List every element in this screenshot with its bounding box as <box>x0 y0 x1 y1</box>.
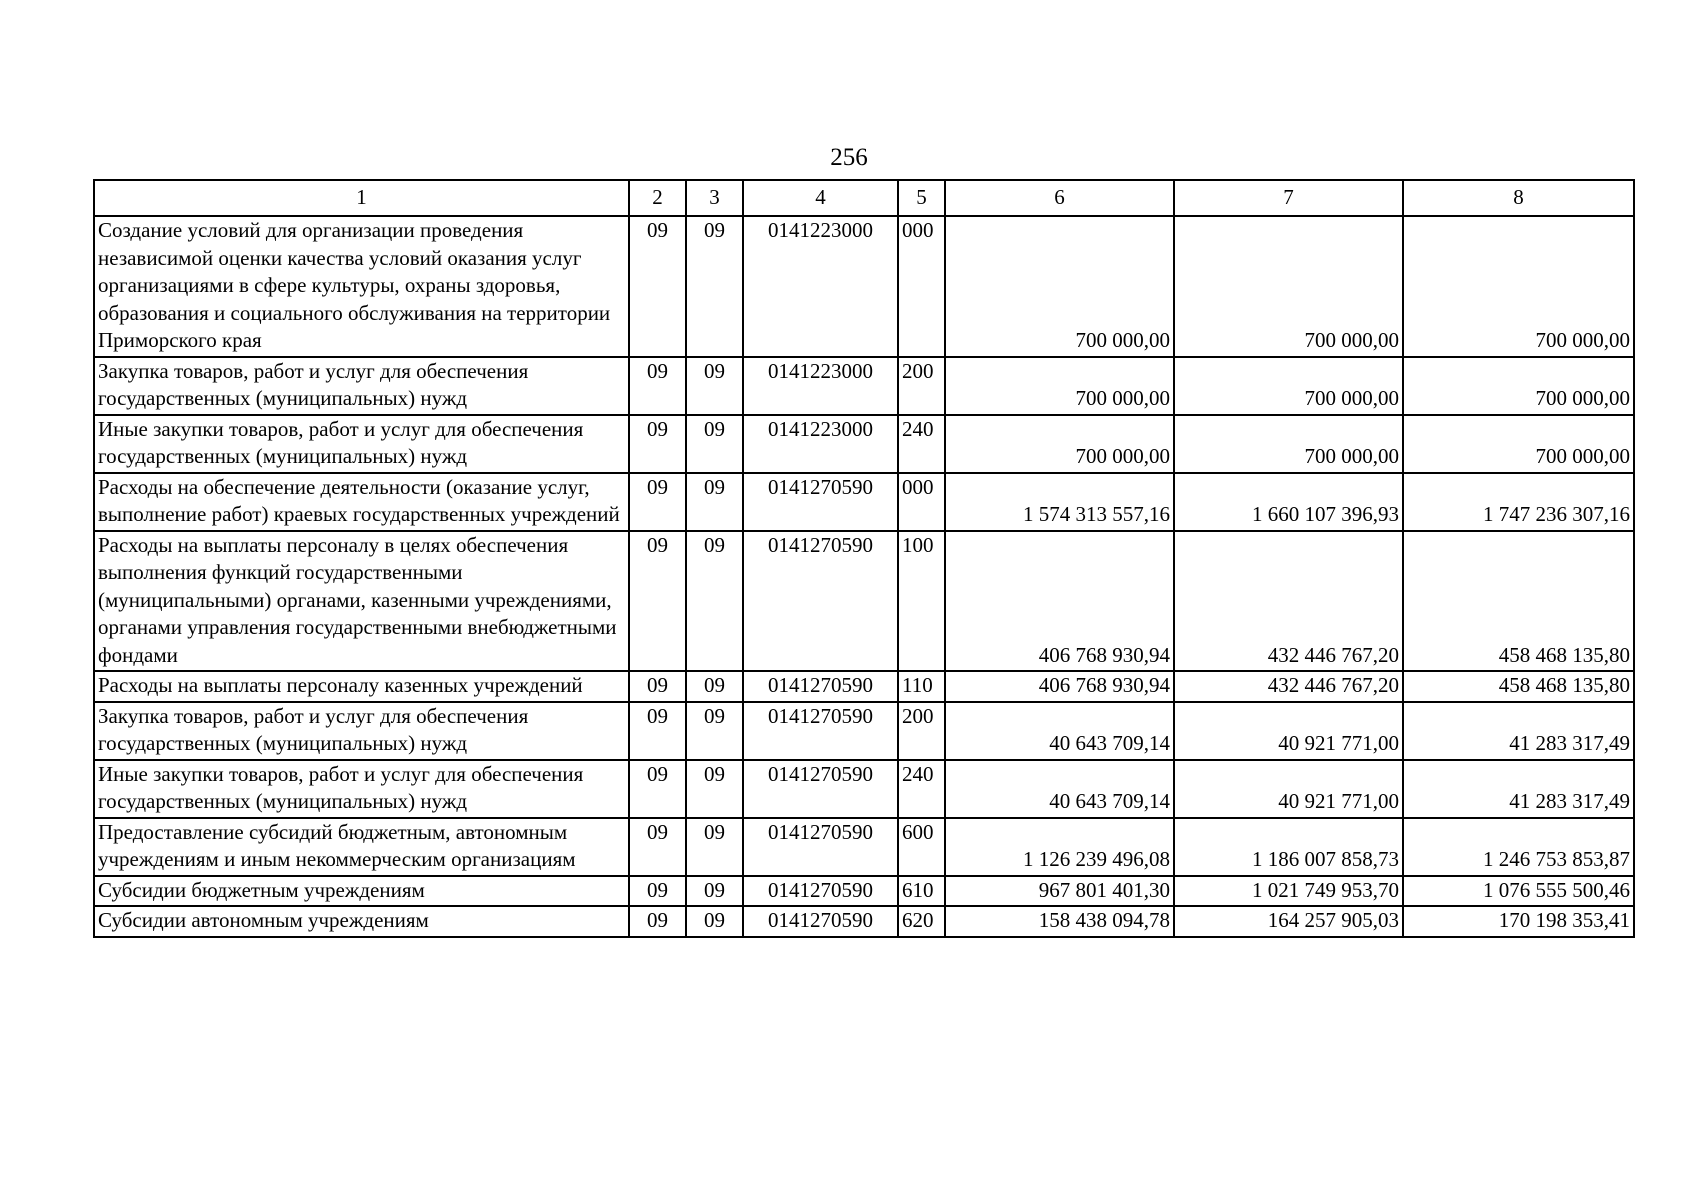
expense-type-code: 600 <box>898 818 945 876</box>
amount-col6: 967 801 401,30 <box>945 876 1174 907</box>
table-row <box>94 818 1634 876</box>
amount-col6: 1 574 313 557,16 <box>945 473 1174 531</box>
section-code: 09 <box>629 531 686 672</box>
amount-col6: 700 000,00 <box>945 415 1174 473</box>
expense-type-code: 100 <box>898 531 945 672</box>
target-article-code: 0141223000 <box>743 357 898 415</box>
amount-col6: 700 000,00 <box>945 216 1174 357</box>
expense-type-code: 240 <box>898 760 945 818</box>
amount-col7: 40 921 771,00 <box>1174 760 1403 818</box>
amount-col6: 40 643 709,14 <box>945 760 1174 818</box>
subsection-code: 09 <box>686 876 743 907</box>
expense-name: Расходы на обеспечение деятельности (оказание услуг, выполнение работ) краевых государственных учреждений <box>94 473 629 531</box>
target-article-code: 0141223000 <box>743 216 898 357</box>
subsection-code: 09 <box>686 671 743 702</box>
amount-col8: 1 246 753 853,87 <box>1403 818 1634 876</box>
table-row <box>94 702 1634 760</box>
amount-col8: 458 468 135,80 <box>1403 671 1634 702</box>
section-code: 09 <box>629 906 686 937</box>
header-cell: 7 <box>1174 180 1403 216</box>
target-article-code: 0141270590 <box>743 702 898 760</box>
expense-type-code: 200 <box>898 702 945 760</box>
target-article-code: 0141270590 <box>743 671 898 702</box>
amount-col6: 700 000,00 <box>945 357 1174 415</box>
amount-col7: 432 446 767,20 <box>1174 671 1403 702</box>
subsection-code: 09 <box>686 702 743 760</box>
table-row <box>94 473 1634 531</box>
amount-col8: 700 000,00 <box>1403 357 1634 415</box>
expense-name: Предоставление субсидий бюджетным, автономным учреждениям и иным некоммерческим организациям <box>94 818 629 876</box>
amount-col8: 170 198 353,41 <box>1403 906 1634 937</box>
header-cell: 8 <box>1403 180 1634 216</box>
section-code: 09 <box>629 671 686 702</box>
expense-type-code: 110 <box>898 671 945 702</box>
amount-col6: 158 438 094,78 <box>945 906 1174 937</box>
header-row <box>94 180 1634 216</box>
expense-name: Субсидии бюджетным учреждениям <box>94 876 629 907</box>
subsection-code: 09 <box>686 906 743 937</box>
expense-name: Создание условий для организации проведения независимой оценки качества условий оказания услуг организациями в сфере культуры, охраны здоровья, образования и социального обслуживания на территории Приморского края <box>94 216 629 357</box>
subsection-code: 09 <box>686 818 743 876</box>
target-article-code: 0141223000 <box>743 415 898 473</box>
subsection-code: 09 <box>686 216 743 357</box>
expense-type-code: 620 <box>898 906 945 937</box>
amount-col7: 164 257 905,03 <box>1174 906 1403 937</box>
expense-name: Закупка товаров, работ и услуг для обеспечения государственных (муниципальных) нужд <box>94 702 629 760</box>
expense-name: Закупка товаров, работ и услуг для обеспечения государственных (муниципальных) нужд <box>94 357 629 415</box>
subsection-code: 09 <box>686 473 743 531</box>
amount-col8: 41 283 317,49 <box>1403 702 1634 760</box>
amount-col6: 40 643 709,14 <box>945 702 1174 760</box>
section-code: 09 <box>629 415 686 473</box>
amount-col7: 700 000,00 <box>1174 357 1403 415</box>
amount-col8: 1 076 555 500,46 <box>1403 876 1634 907</box>
subsection-code: 09 <box>686 531 743 672</box>
section-code: 09 <box>629 357 686 415</box>
table-row <box>94 671 1634 702</box>
expense-type-code: 610 <box>898 876 945 907</box>
header-cell: 6 <box>945 180 1174 216</box>
header-cell: 4 <box>743 180 898 216</box>
subsection-code: 09 <box>686 415 743 473</box>
amount-col7: 432 446 767,20 <box>1174 531 1403 672</box>
subsection-code: 09 <box>686 760 743 818</box>
expense-name: Расходы на выплаты персоналу в целях обеспечения выполнения функций государственными (муниципальными) органами, казенными учреждениями, органами управления государственными внебюджетными фондами <box>94 531 629 672</box>
table-row <box>94 216 1634 357</box>
section-code: 09 <box>629 216 686 357</box>
amount-col8: 700 000,00 <box>1403 415 1634 473</box>
expense-name: Иные закупки товаров, работ и услуг для обеспечения государственных (муниципальных) нужд <box>94 415 629 473</box>
section-code: 09 <box>629 473 686 531</box>
target-article-code: 0141270590 <box>743 876 898 907</box>
table-row <box>94 760 1634 818</box>
amount-col7: 1 660 107 396,93 <box>1174 473 1403 531</box>
amount-col8: 41 283 317,49 <box>1403 760 1634 818</box>
amount-col8: 458 468 135,80 <box>1403 531 1634 672</box>
expense-type-code: 240 <box>898 415 945 473</box>
table-row <box>94 906 1634 937</box>
expense-type-code: 000 <box>898 216 945 357</box>
expense-type-code: 200 <box>898 357 945 415</box>
target-article-code: 0141270590 <box>743 906 898 937</box>
amount-col8: 1 747 236 307,16 <box>1403 473 1634 531</box>
target-article-code: 0141270590 <box>743 760 898 818</box>
amount-col7: 700 000,00 <box>1174 415 1403 473</box>
expense-name: Расходы на выплаты персоналу казенных учреждений <box>94 671 629 702</box>
expense-name: Иные закупки товаров, работ и услуг для обеспечения государственных (муниципальных) нужд <box>94 760 629 818</box>
section-code: 09 <box>629 876 686 907</box>
amount-col7: 1 186 007 858,73 <box>1174 818 1403 876</box>
amount-col7: 1 021 749 953,70 <box>1174 876 1403 907</box>
budget-table <box>93 179 1635 938</box>
header-cell: 5 <box>898 180 945 216</box>
table-row <box>94 876 1634 907</box>
target-article-code: 0141270590 <box>743 531 898 672</box>
expense-type-code: 000 <box>898 473 945 531</box>
header-cell: 1 <box>94 180 629 216</box>
expense-name: Субсидии автономным учреждениям <box>94 906 629 937</box>
section-code: 09 <box>629 818 686 876</box>
header-cell: 3 <box>686 180 743 216</box>
amount-col7: 40 921 771,00 <box>1174 702 1403 760</box>
table-row <box>94 357 1634 415</box>
amount-col7: 700 000,00 <box>1174 216 1403 357</box>
amount-col6: 406 768 930,94 <box>945 531 1174 672</box>
page-number: 256 <box>830 144 868 171</box>
table-row <box>94 531 1634 672</box>
amount-col6: 1 126 239 496,08 <box>945 818 1174 876</box>
target-article-code: 0141270590 <box>743 818 898 876</box>
subsection-code: 09 <box>686 357 743 415</box>
section-code: 09 <box>629 702 686 760</box>
target-article-code: 0141270590 <box>743 473 898 531</box>
section-code: 09 <box>629 760 686 818</box>
amount-col8: 700 000,00 <box>1403 216 1634 357</box>
table-row <box>94 415 1634 473</box>
header-cell: 2 <box>629 180 686 216</box>
amount-col6: 406 768 930,94 <box>945 671 1174 702</box>
